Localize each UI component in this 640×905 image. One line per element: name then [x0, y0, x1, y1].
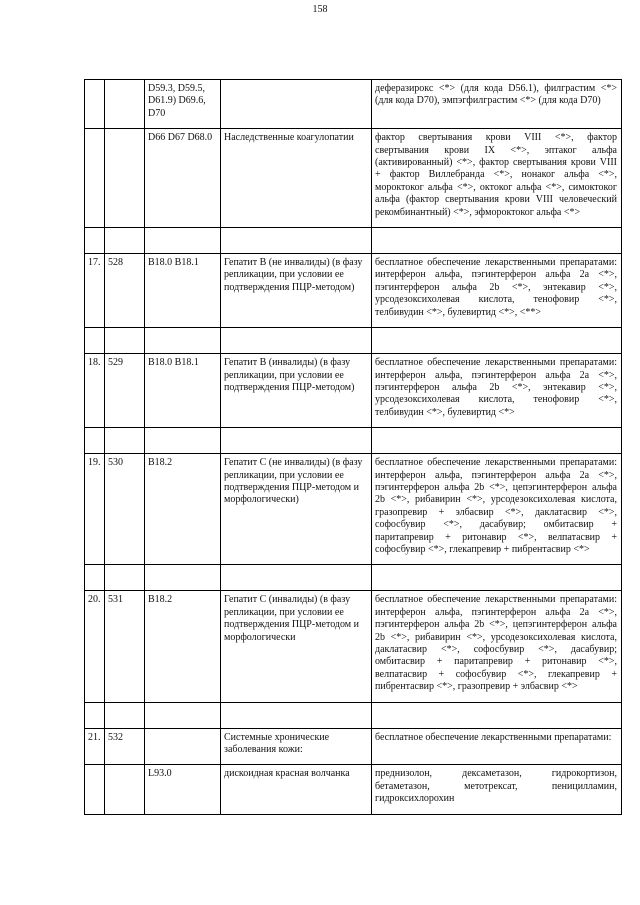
- table-row: [85, 454, 622, 565]
- row-number: [85, 129, 105, 228]
- row-code: [105, 80, 145, 129]
- row-condition: Гепатит C (инвалиды) (в фазу репликации, при условии ее подтверждения ПЦР-методом и морфологически: [221, 591, 372, 702]
- row-condition: дискоидная красная волчанка: [221, 765, 372, 814]
- page-number: 158: [312, 4, 328, 15]
- row-code: 529: [105, 354, 145, 428]
- row-number: [85, 765, 105, 814]
- row-mkb-codes: L93.0: [145, 765, 221, 814]
- row-drugs: бесплатное обеспечение лекарственными препаратами: интерферон альфа, пэгинтерферон альфа 2а <*>, пэгинтерферон альфа 2b <*>, цепэгинтерферон альфа 2b <*>, рибавирин <*>, урсодезоксихолевая кислота, гразопревир + элбасвир <*>, даклатасвир <*>, софосбувир <*>, дасабувир; омбитасвир + паритапревир + ритонавир <*>, велпатасвир + софосбувир <*>, глекапревир + пибрентасвир <*>: [372, 454, 622, 565]
- table-row: [85, 129, 622, 228]
- table-row: [85, 354, 622, 428]
- benefits-table: [84, 79, 622, 815]
- row-number: 17.: [85, 254, 105, 328]
- row-condition: Гепатит B (не инвалиды) (в фазу репликации, при условии ее подтверждения ПЦР-методом): [221, 254, 372, 328]
- row-condition: Гепатит C (не инвалиды) (в фазу репликации, при условии ее подтверждения ПЦР-методом и морфологически): [221, 454, 372, 565]
- table-row: [85, 728, 622, 765]
- row-mkb-codes: [145, 728, 221, 765]
- table-gap: [85, 428, 622, 454]
- row-code: 530: [105, 454, 145, 565]
- row-mkb-codes: B18.0 B18.1: [145, 354, 221, 428]
- row-number: 20.: [85, 591, 105, 702]
- row-number: [85, 80, 105, 129]
- table-row: [85, 591, 622, 702]
- table-gap: [85, 702, 622, 728]
- row-drugs: бесплатное обеспечение лекарственными препаратами: интерферон альфа, пэгинтерферон альфа 2а <*>, пэгинтерферон альфа 2b <*>, цепэгинтерферон альфа 2b <*>, рибавирин <*>, урсодезоксихолевая кислота, даклатасвир <*>, софосбувир <*>, дасабувир; омбитасвир + паритапревир + ритонавир <*>, велпатасвир + софосбувир <*>, глекапревир + пибрентасвир <*>, гразопревир + элбасвир <*>: [372, 591, 622, 702]
- row-drugs: бесплатное обеспечение лекарственными препаратами:: [372, 728, 622, 765]
- row-drugs: бесплатное обеспечение лекарственными препаратами: интерферон альфа, пэгинтерферон альфа 2а <*>, пэгинтерферон альфа 2b <*>, энтекавир <*>, урсодезоксихолевая кислота, тенофовир <*>, телбивудин <*>, булевиртид <*>: [372, 354, 622, 428]
- row-number: 19.: [85, 454, 105, 565]
- row-code: 532: [105, 728, 145, 765]
- row-condition: Системные хронические заболевания кожи:: [221, 728, 372, 765]
- row-drugs: деферазирокс <*> (для кода D56.1), филграстим <*> (для кода D70), эмпэгфилграстим <*> (для кода D70): [372, 80, 622, 129]
- row-mkb-codes: B18.2: [145, 454, 221, 565]
- row-condition: Гепатит B (инвалиды) (в фазу репликации, при условии ее подтверждения ПЦР-методом): [221, 354, 372, 428]
- row-drugs: преднизолон, дексаметазон, гидрокортизон, бетаметазон, метотрексат, пеницилламин, гидроксихлорохин: [372, 765, 622, 814]
- row-mkb-codes: B18.0 B18.1: [145, 254, 221, 328]
- row-number: 21.: [85, 728, 105, 765]
- table-row: [85, 254, 622, 328]
- row-number: 18.: [85, 354, 105, 428]
- row-condition: [221, 80, 372, 129]
- row-drugs: фактор свертывания крови VIII <*>, фактор свертывания крови IX <*>, эптаког альфа (активированный) <*>, фактор свертывания крови VIII + фактор Виллебранда <*>, нонаког альфа <*>, мороктоког альфа <*>, октоког альфа <*>, симоктоког альфа (фактор свертывания крови VIII человеческий рекомбинантный) <*>, эфмороктоког альфа <*>: [372, 129, 622, 228]
- row-code: 531: [105, 591, 145, 702]
- table-row: [85, 80, 622, 129]
- row-code: [105, 765, 145, 814]
- row-code: [105, 129, 145, 228]
- table-row: [85, 765, 622, 814]
- table-gap: [85, 565, 622, 591]
- table-gap: [85, 228, 622, 254]
- row-code: 528: [105, 254, 145, 328]
- table-gap: [85, 328, 622, 354]
- row-mkb-codes: B18.2: [145, 591, 221, 702]
- row-condition: Наследственные коагулопатии: [221, 129, 372, 228]
- row-mkb-codes: D59.3, D59.5, D61.9) D69.6, D70: [145, 80, 221, 129]
- row-drugs: бесплатное обеспечение лекарственными препаратами: интерферон альфа, пэгинтерферон альфа 2а <*>, пэгинтерферон альфа 2b <*>, энтекавир <*>, урсодезоксихолевая кислота, тенофовир <*>, телбивудин <*>, булевиртид <*>, <**>: [372, 254, 622, 328]
- row-mkb-codes: D66 D67 D68.0: [145, 129, 221, 228]
